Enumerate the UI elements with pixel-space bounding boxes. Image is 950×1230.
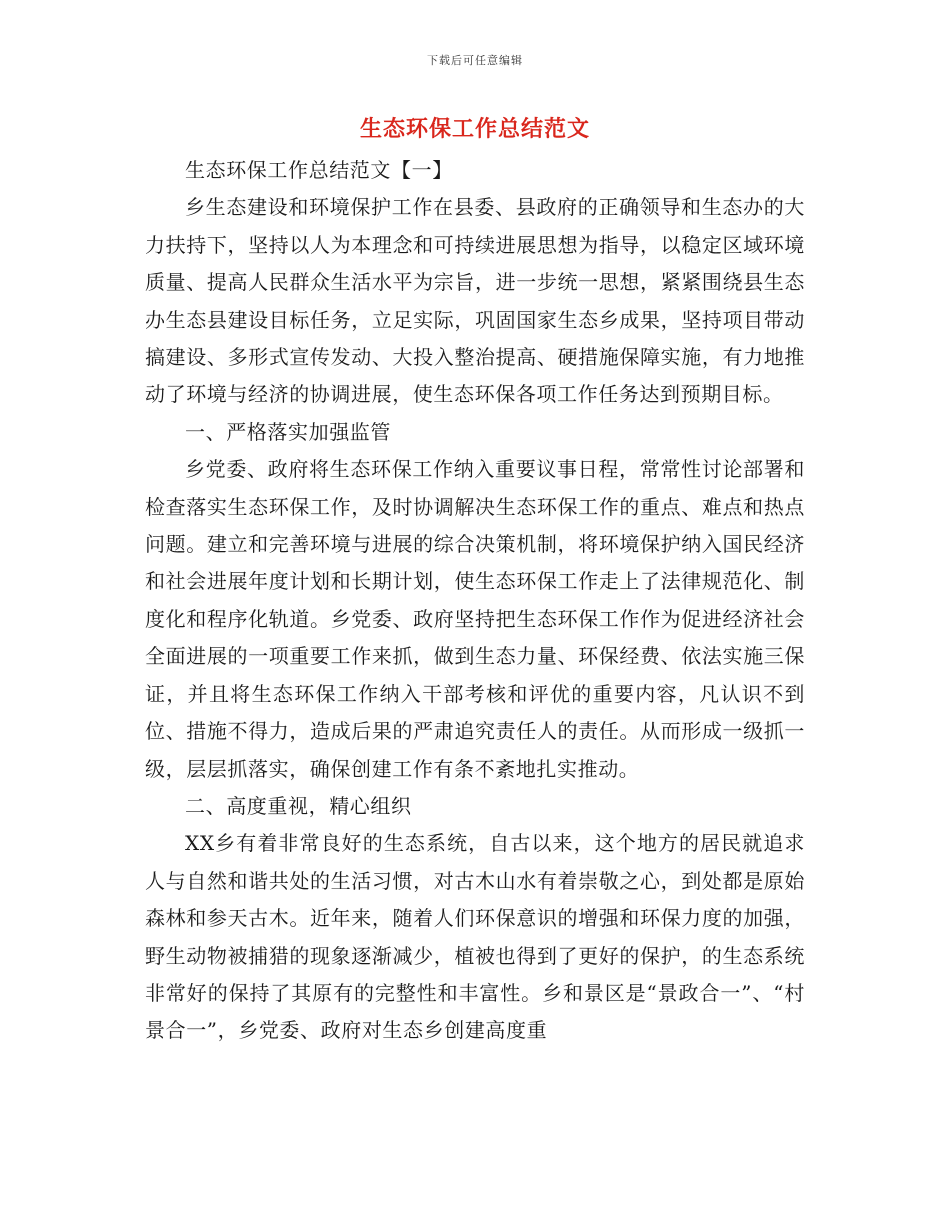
- section-heading-1: 一、严格落实加强监管: [185, 419, 391, 444]
- document-body: [145, 152, 805, 1050]
- document-title: 生态环保工作总结范文: [359, 116, 590, 142]
- header-note: 下载后可任意编辑: [427, 54, 523, 67]
- paragraph-intro: 乡生态建设和环境保护工作在县委、县政府的正确领导和生态办的大力扶持下，坚持以人为本理念和可持续进展思想为指导，以稳定区域环境质量、提高人民群众生活水平为宗旨，进一步统一思想，紧紧围绕县生态办生态县建设目标任务，立足实际，巩固国家生态乡成果，坚持项目带动搞建设、多形式宣传发动、大投入整治提高、硬措施保障实施，有力地推动了环境与经济的协调进展，使生态环保各项工作任务达到预期目标。: [145, 195, 805, 407]
- section-subtitle: 生态环保工作总结范文【一】: [185, 158, 453, 182]
- paragraph-supervision: 乡党委、政府将生态环保工作纳入重要议事日程，常常性讨论部署和检查落实生态环保工作，及时协调解决生态环保工作的重点、难点和热点问题。建立和完善环境与进展的综合决策机制，将环境保护纳入国民经济和社会进展年度计划和长期计划，使生态环保工作走上了法律规范化、制度化和程序化轨道。乡党委、政府坚持把生态环保工作作为促进经济社会全面进展的一项重要工作来抓，做到生态力量、环保经费、依法实施三保证，并且将生态环保工作纳入干部考核和评优的重要内容，凡认识不到位、措施不得力，造成后果的严肃追究责任人的责任。从而形成一级抓一级，层层抓落实，确保创建工作有条不紊地扎实推动。: [145, 457, 805, 781]
- paragraph-organization: XX乡有着非常良好的生态系统，自古以来，这个地方的居民就追求人与自然和谐共处的生活习惯，对古木山水有着崇敬之心，到处都是原始森林和参天古木。近年来，随着人们环保意识的增强和环保力度的加强，野生动物被捕猎的现象逐渐减少，植被也得到了更好的保护，的生态系统非常好的保持了其原有的完整性和丰富性。乡和景区是“景政合一”、“村景合一”，乡党委、政府对生态乡创建高度重: [145, 831, 805, 1043]
- section-heading-2: 二、高度重视，精心组织: [185, 793, 412, 818]
